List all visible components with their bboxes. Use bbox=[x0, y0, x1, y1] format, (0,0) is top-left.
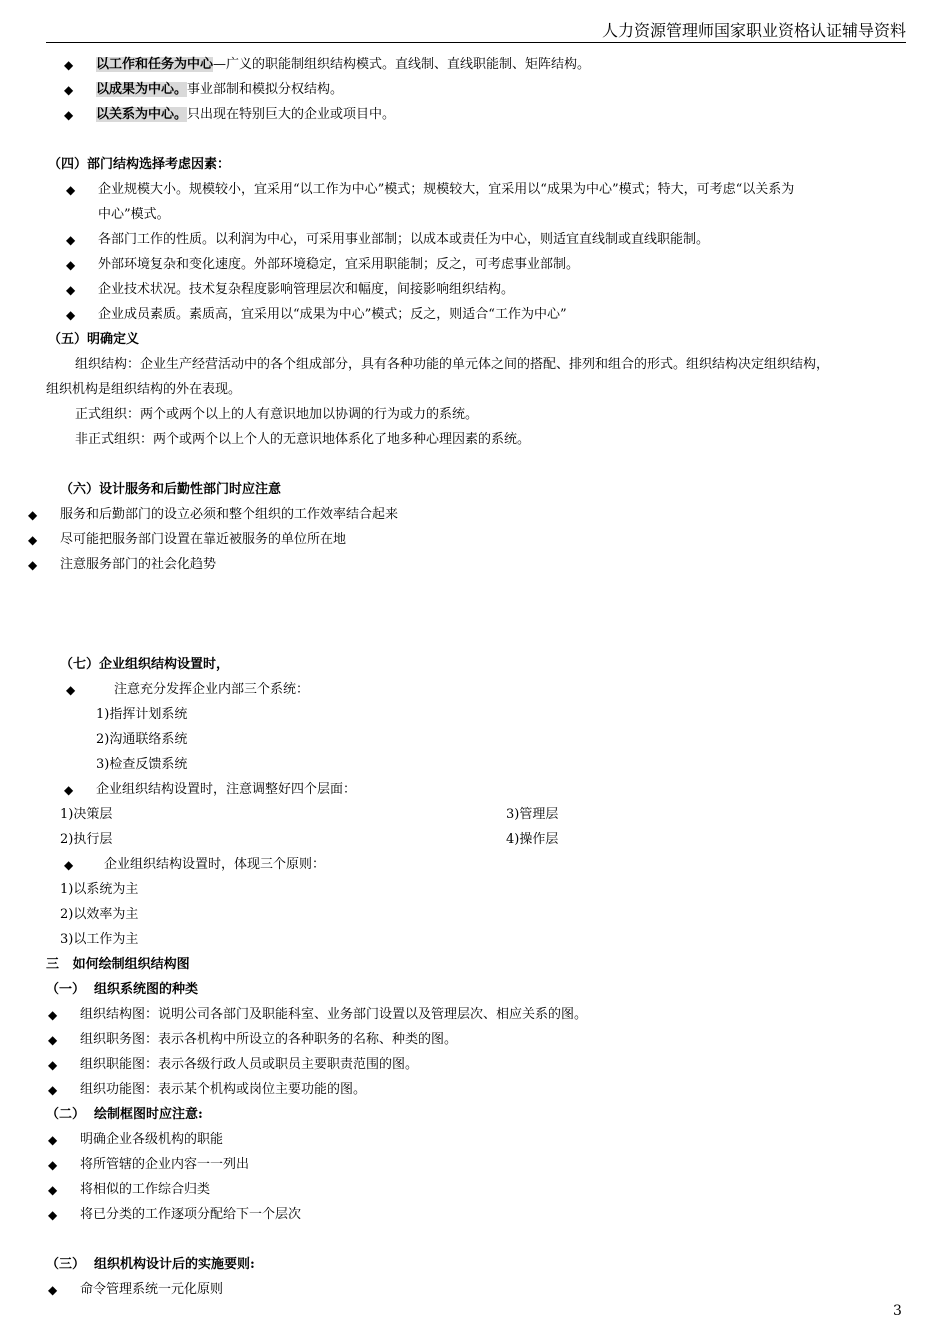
chart-type-4: 组织功能图：表示某个机构或岗位主要功能的图。 bbox=[80, 1082, 367, 1097]
s5-definition-structure-continued: 组织机构是组织结构的外在表现。 bbox=[46, 382, 242, 397]
bullet-icon: ◆ bbox=[64, 783, 74, 797]
bullet-icon: ◆ bbox=[64, 58, 74, 72]
bullet-icon: ◆ bbox=[48, 1083, 58, 1097]
s6-item-1: 服务和后勤部门的设立必须和整个组织的工作效率结合起来 bbox=[60, 507, 399, 522]
chart-type-3: 组织职能图：表示各级行政人员或职员主要职责范围的图。 bbox=[80, 1057, 419, 1072]
s7-three-principles: 企业组织结构设置时，体现三个原则： bbox=[104, 857, 326, 872]
bullet-icon: ◆ bbox=[48, 1183, 58, 1197]
org-mode-relation: 以关系为中心。只出现在特别巨大的企业或项目中。 bbox=[96, 107, 396, 122]
s7-system-3: 3)检查反馈系统 bbox=[96, 757, 188, 772]
bullet-icon: ◆ bbox=[66, 683, 76, 697]
bullet-icon: ◆ bbox=[66, 183, 76, 197]
bullet-icon: ◆ bbox=[28, 508, 38, 522]
section-4-title: （四）部门结构选择考虑因素： bbox=[48, 157, 231, 172]
bullet-icon: ◆ bbox=[48, 1033, 58, 1047]
s4-item-2: 各部门工作的性质。以利润为中心，可采用事业部制；以成本或责任为中心，则适宜直线制或直线职能制。 bbox=[98, 232, 710, 247]
org-mode-result: 以成果为中心。事业部制和模拟分权结构。 bbox=[96, 82, 344, 97]
bullet-icon: ◆ bbox=[48, 1133, 58, 1147]
s6-item-3: 注意服务部门的社会化趋势 bbox=[60, 557, 217, 572]
chapter-3-sub-3: （三） 组织机构设计后的实施要则: bbox=[46, 1257, 255, 1272]
drawing-note-4: 将已分类的工作逐项分配给下一个层次 bbox=[80, 1207, 302, 1222]
bullet-icon: ◆ bbox=[64, 83, 74, 97]
s7-layer-3: 3)管理层 bbox=[506, 807, 559, 822]
s7-layer-1: 1)决策层 bbox=[60, 807, 113, 822]
bullet-icon: ◆ bbox=[66, 233, 76, 247]
section-6-title: （六）设计服务和后勤性部门时应注意 bbox=[60, 482, 282, 497]
s7-three-systems: 注意充分发挥企业内部三个系统： bbox=[114, 682, 310, 697]
org-mode-work: 以工作和任务为中心—广义的职能制组织结构模式。直线制、直线职能制、矩阵结构。 bbox=[96, 57, 591, 72]
s5-definition-informal: 非正式组织：两个或两个以上个人的无意识地体系化了地多种心理因素的系统。 bbox=[75, 432, 531, 447]
s4-item-1-continued: 中心”模式。 bbox=[98, 207, 170, 222]
page-number: 3 bbox=[893, 1303, 902, 1319]
chapter-3-sub-1: （一） 组织系统图的种类 bbox=[46, 982, 199, 997]
s7-system-2: 2)沟通联络系统 bbox=[96, 732, 188, 747]
bullet-icon: ◆ bbox=[48, 1283, 58, 1297]
s7-principle-2: 2)以效率为主 bbox=[60, 907, 139, 922]
page-header: 人力资源管理师国家职业资格认证辅导资料 bbox=[46, 20, 906, 43]
s4-item-4: 企业技术状况。技术复杂程度影响管理层次和幅度，间接影响组织结构。 bbox=[98, 282, 515, 297]
s7-principle-1: 1)以系统为主 bbox=[60, 882, 139, 897]
s4-item-5: 企业成员素质。素质高，宜采用以“成果为中心”模式；反之，则适合“工作为中心” bbox=[98, 307, 567, 322]
s7-principle-3: 3)以工作为主 bbox=[60, 932, 139, 947]
bullet-icon: ◆ bbox=[64, 858, 74, 872]
chart-type-1: 组织结构图：说明公司各部门及职能科室、业务部门设置以及管理层次、相应关系的图。 bbox=[80, 1007, 588, 1022]
s4-item-3: 外部环境复杂和变化速度。外部环境稳定，宜采用职能制；反之，可考虑事业部制。 bbox=[98, 257, 580, 272]
s4-item-1: 企业规模大小。规模较小，宜采用“以工作为中心”模式；规模较大，宜采用以“成果为中心”模式；特大，可考虑“以关系为 bbox=[98, 182, 795, 197]
s7-system-1: 1)指挥计划系统 bbox=[96, 707, 188, 722]
drawing-note-3: 将相似的工作综合归类 bbox=[80, 1182, 211, 1197]
bullet-icon: ◆ bbox=[28, 558, 38, 572]
s7-four-layers: 企业组织结构设置时，注意调整好四个层面： bbox=[96, 782, 357, 797]
bullet-icon: ◆ bbox=[48, 1158, 58, 1172]
bullet-icon: ◆ bbox=[66, 258, 76, 272]
s5-definition-formal: 正式组织：两个或两个以上的人有意识地加以协调的行为或力的系统。 bbox=[75, 407, 479, 422]
bullet-icon: ◆ bbox=[66, 308, 76, 322]
chart-type-2: 组织职务图：表示各机构中所设立的各种职务的名称、种类的图。 bbox=[80, 1032, 458, 1047]
bullet-icon: ◆ bbox=[66, 283, 76, 297]
s7-layer-2: 2)执行层 bbox=[60, 832, 113, 847]
section-7-title: （七）企业组织结构设置时， bbox=[60, 657, 230, 672]
bullet-icon: ◆ bbox=[48, 1008, 58, 1022]
implementation-rule-1: 命令管理系统一元化原则 bbox=[80, 1282, 224, 1297]
section-5-title: （五）明确定义 bbox=[48, 332, 140, 347]
s5-definition-structure: 组织结构：企业生产经营活动中的各个组成部分，具有各种功能的单元体之间的搭配、排列和组合的形式。组织结构决定组织结构， bbox=[75, 357, 830, 372]
s6-item-2: 尽可能把服务部门设置在靠近被服务的单位所在地 bbox=[60, 532, 347, 547]
drawing-note-2: 将所管辖的企业内容一一列出 bbox=[80, 1157, 250, 1172]
drawing-note-1: 明确企业各级机构的职能 bbox=[80, 1132, 224, 1147]
bullet-icon: ◆ bbox=[28, 533, 38, 547]
s7-layer-4: 4)操作层 bbox=[506, 832, 559, 847]
bullet-icon: ◆ bbox=[48, 1208, 58, 1222]
bullet-icon: ◆ bbox=[48, 1058, 58, 1072]
chapter-3-sub-2: （二） 绘制框图时应注意: bbox=[46, 1107, 203, 1122]
bullet-icon: ◆ bbox=[64, 108, 74, 122]
chapter-3-title: 三 如何绘制组织结构图 bbox=[46, 957, 190, 972]
